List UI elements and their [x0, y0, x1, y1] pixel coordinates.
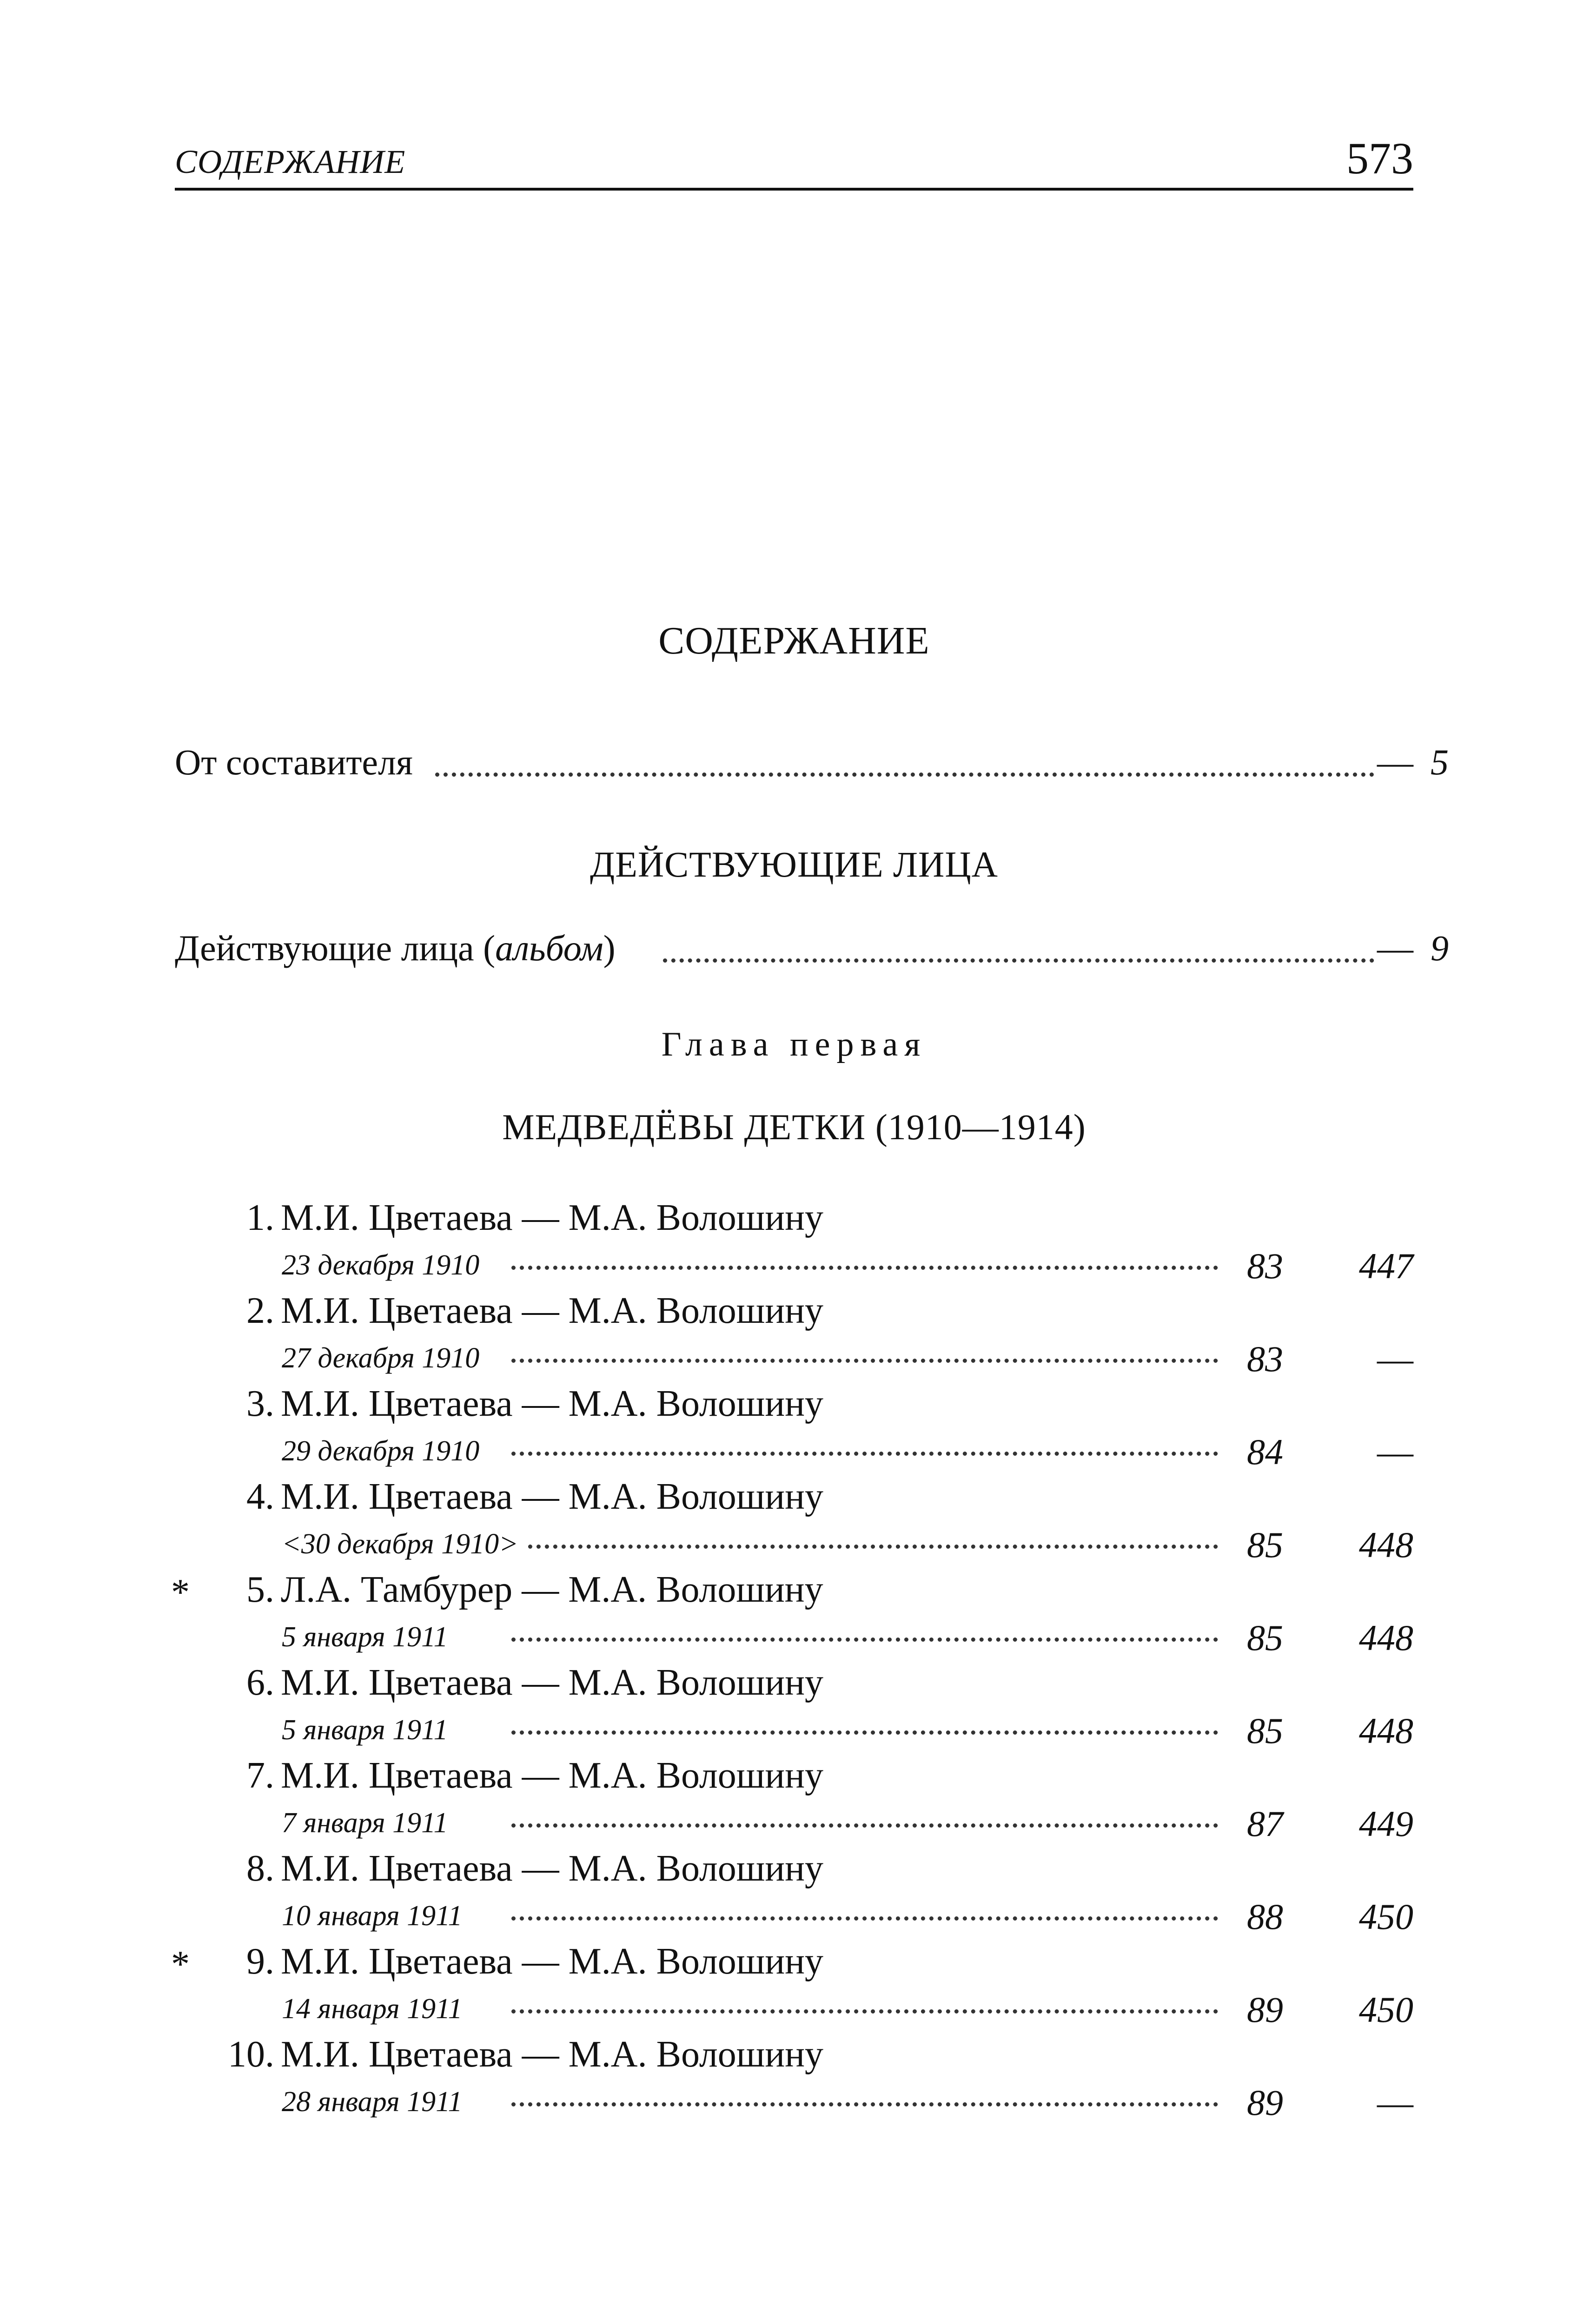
- entry-date: 10 января 1911: [282, 1900, 470, 1933]
- entry-page: 85: [1247, 1710, 1283, 1751]
- entry-comment-page: 449: [1359, 1803, 1413, 1844]
- entry-date: 14 января 1911: [282, 1993, 470, 2026]
- entry-date: 5 января 1911: [282, 1714, 455, 1747]
- toc-line-comment-page: —: [1377, 742, 1413, 782]
- entry-comment-page: —: [1377, 1339, 1413, 1379]
- toc-entry: [0, 1476, 1570, 1569]
- entry-page: 85: [1247, 1525, 1283, 1565]
- toc-entry: [0, 1290, 1570, 1383]
- toc-entry: [0, 1941, 1570, 2034]
- entry-number: 9.: [246, 1941, 274, 1982]
- toc-line-label: От составителя: [175, 741, 421, 783]
- entry-comment-page: 447: [1359, 1246, 1413, 1286]
- toc-line-page: 9: [1431, 928, 1449, 968]
- entry-number: 2.: [246, 1290, 274, 1331]
- toc-entry: [0, 1755, 1570, 1848]
- page-number: 573: [1346, 133, 1413, 183]
- entry-number: 5.: [246, 1569, 274, 1610]
- toc-entry: [0, 1569, 1570, 1662]
- entry-comment-page: 450: [1359, 1896, 1413, 1937]
- entry-correspondents: М.И. Цветаева — М.А. Волошину: [281, 1662, 824, 1703]
- entry-marker: *: [171, 1944, 190, 1985]
- entry-page: 85: [1247, 1618, 1283, 1658]
- dot-leader: [511, 1730, 1218, 1735]
- entry-date: <30 декабря 1910>: [282, 1528, 526, 1561]
- entry-comment-page: 450: [1359, 1989, 1413, 2030]
- entry-number: 6.: [246, 1662, 274, 1703]
- dot-leader: [511, 1823, 1218, 1828]
- toc-line-page: 5: [1431, 742, 1449, 782]
- dot-leader: [511, 1452, 1218, 1456]
- toc-line-front: [175, 742, 1449, 788]
- dot-leader: [435, 772, 1374, 777]
- entry-number: 4.: [246, 1476, 274, 1517]
- entry-correspondents: М.И. Цветаева — М.А. Волошину: [281, 2034, 824, 2075]
- entry-correspondents: М.И. Цветаева — М.А. Волошину: [281, 1755, 824, 1796]
- header-rule: [175, 188, 1413, 191]
- dot-leader: [511, 1916, 1218, 1921]
- entry-correspondents: М.И. Цветаева — М.А. Волошину: [281, 1848, 824, 1889]
- entry-date: 5 января 1911: [282, 1621, 455, 1654]
- entry-page: 88: [1247, 1896, 1283, 1937]
- entry-number: 7.: [246, 1755, 274, 1796]
- toc-entry: [0, 1848, 1570, 1941]
- chapter-label: Глава первая: [661, 1025, 927, 1063]
- entry-marker: *: [171, 1572, 190, 1613]
- entry-number: 8.: [246, 1848, 274, 1889]
- dot-leader: [511, 2102, 1218, 2106]
- entry-comment-page: 448: [1359, 1618, 1413, 1658]
- entry-correspondents: М.И. Цветаева — М.А. Волошину: [281, 1476, 824, 1517]
- entry-page: 83: [1247, 1339, 1283, 1379]
- chapter-title: МЕДВЕДЁВЫ ДЕТКИ (1910—1914): [502, 1107, 1086, 1147]
- entry-page: 89: [1247, 1989, 1283, 2030]
- entry-page: 87: [1247, 1803, 1283, 1844]
- dot-leader: [663, 958, 1374, 963]
- entry-correspondents: М.И. Цветаева — М.А. Волошину: [281, 1290, 824, 1331]
- entry-comment-page: —: [1377, 1432, 1413, 1472]
- section-title: ДЕЙСТВУЮЩИЕ ЛИЦА: [590, 844, 998, 885]
- entry-date: 29 декабря 1910: [282, 1435, 487, 1468]
- entry-page: 89: [1247, 2082, 1283, 2123]
- dot-leader: [511, 1359, 1218, 1363]
- entry-correspondents: Л.А. Тамбурер — М.А. Волошину: [281, 1569, 823, 1610]
- dot-leader: [511, 2009, 1218, 2014]
- entry-date: 27 декабря 1910: [282, 1342, 487, 1375]
- entry-comment-page: —: [1377, 2082, 1413, 2123]
- running-header-title: СОДЕРЖАНИЕ: [175, 143, 406, 180]
- dot-leader: [511, 1545, 1218, 1549]
- entry-number: 3.: [246, 1383, 274, 1424]
- toc-line-album: [175, 928, 1449, 974]
- entry-number: 10.: [228, 2034, 274, 2075]
- entry-page: 84: [1247, 1432, 1283, 1472]
- dot-leader: [511, 1637, 1218, 1642]
- entry-comment-page: 448: [1359, 1710, 1413, 1751]
- entry-correspondents: М.И. Цветаева — М.А. Волошину: [281, 1197, 824, 1238]
- toc-line-label: Действующие лица (альбом): [175, 927, 624, 969]
- entry-correspondents: М.И. Цветаева — М.А. Волошину: [281, 1383, 824, 1424]
- dot-leader: [511, 1266, 1218, 1270]
- running-header: [175, 130, 1413, 191]
- entry-date: 7 января 1911: [282, 1807, 455, 1840]
- toc-entry: [0, 2034, 1570, 2126]
- toc-title: СОДЕРЖАНИЕ: [658, 619, 930, 662]
- toc-entry: [0, 1197, 1570, 1290]
- entry-date: 28 января 1911: [282, 2086, 470, 2119]
- toc-entry: [0, 1383, 1570, 1476]
- toc-entry: [0, 1662, 1570, 1755]
- entry-page: 83: [1247, 1246, 1283, 1286]
- toc-line-comment-page: —: [1377, 928, 1413, 968]
- entry-correspondents: М.И. Цветаева — М.А. Волошину: [281, 1941, 824, 1982]
- entry-date: 23 декабря 1910: [282, 1249, 487, 1282]
- entry-number: 1.: [246, 1197, 274, 1238]
- entry-comment-page: 448: [1359, 1525, 1413, 1565]
